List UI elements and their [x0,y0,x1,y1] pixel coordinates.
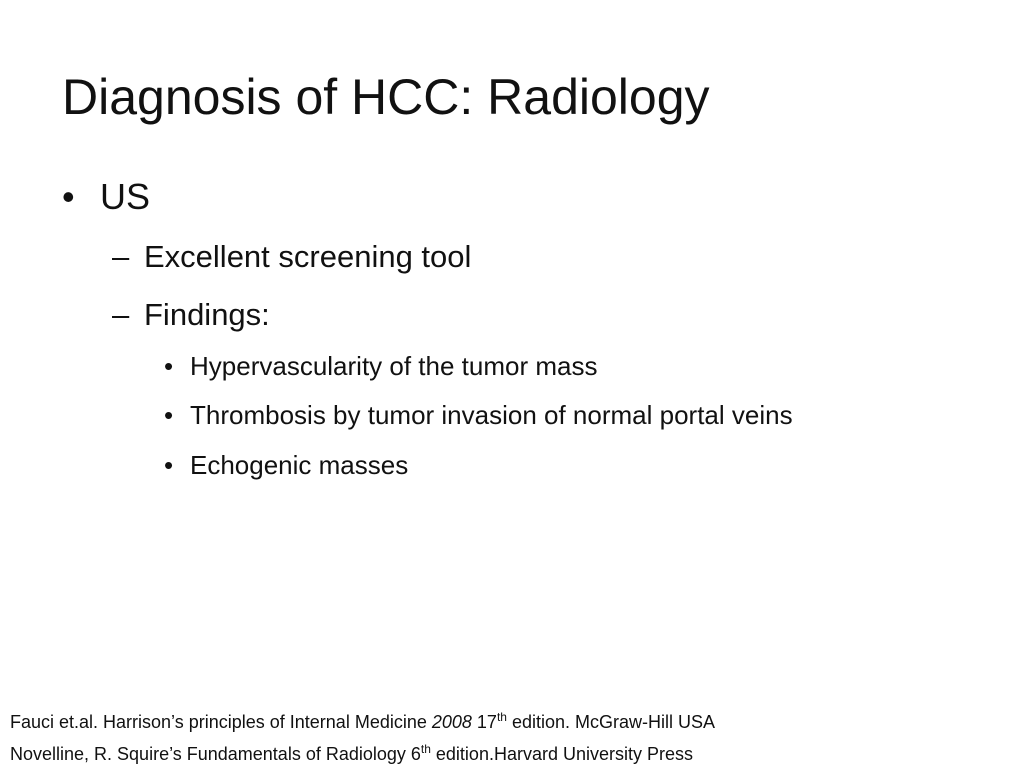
sub-bullet-findings [112,295,270,335]
finding-text: Hypervascularity of the tumor mass [190,351,598,381]
dash-icon: – [112,239,130,274]
sub-bullet-text: Excellent screening tool [144,239,472,274]
reference-squire [10,738,715,768]
finding-item-thrombosis [164,398,793,432]
reference-text: 17 [471,712,497,732]
bullet-text: US [100,176,151,217]
dash-icon: – [112,297,130,332]
bullet-dot-icon: • [164,450,174,480]
finding-item-hypervascularity [164,349,597,383]
reference-text: Novelline, R. Squire’s Fundamentals of Radiology 6 [10,744,421,764]
slide-title: Diagnosis of HCC: Radiology [62,69,710,125]
bullet-dot-icon: • [62,176,75,217]
bullet-dot-icon: • [164,400,174,430]
reference-text: edition. McGraw-Hill USA [506,712,715,732]
ordinal-suffix: th [496,710,507,724]
sub-bullet-text: Findings: [144,297,270,332]
reference-text: Fauci et.al. Harrison’s principles of Internal Medicine [10,712,432,732]
bullet-dot-icon: • [164,351,174,381]
references [10,706,715,768]
finding-text: Echogenic masses [190,450,409,480]
reference-text: edition.Harvard University Press [430,744,693,764]
reference-harrison [10,706,715,738]
ordinal-suffix: th [420,742,431,756]
finding-item-echogenic [164,448,408,482]
reference-year: 2008 [431,712,472,732]
sub-bullet-screening [112,237,471,277]
bullet-us [62,174,150,220]
finding-text: Thrombosis by tumor invasion of normal portal veins [190,400,793,430]
